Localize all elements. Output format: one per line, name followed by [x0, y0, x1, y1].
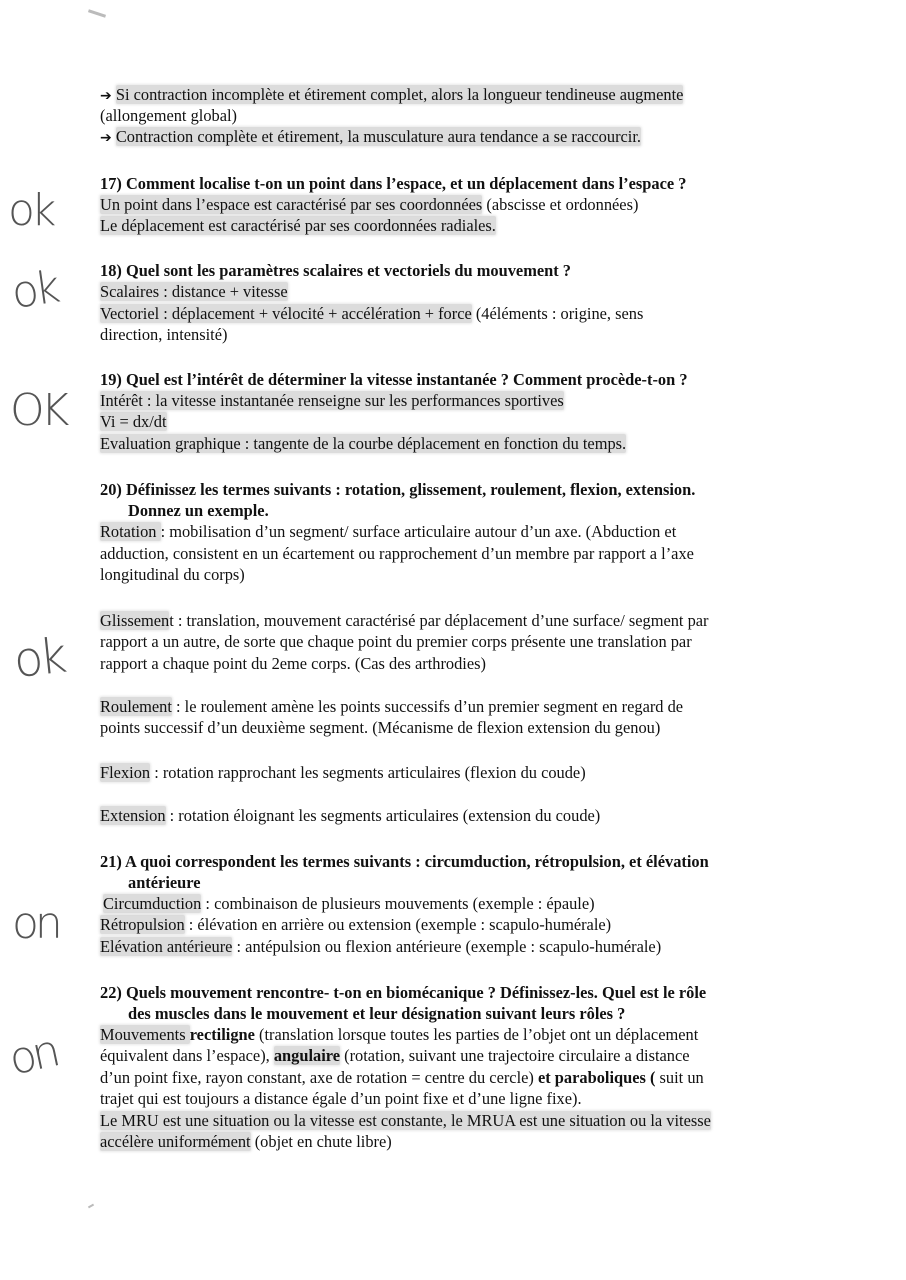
- answer-18-line-3: direction, intensité): [100, 325, 228, 344]
- flexion-line: Flexion : rotation rapprochant les segments articulaires (flexion du coude): [100, 763, 586, 782]
- retropulsion-line: Rétropulsion : élévation en arrière ou extension (exemple : scapulo-humérale): [100, 915, 612, 934]
- answer-22-line-4: trajet qui est toujours a distance égale d’un point fixe et d’une ligne fixe).: [100, 1089, 582, 1108]
- question-21-title-cont: antérieure: [128, 873, 201, 892]
- answer-22-line-6: accélère uniformément (objet en chute libre): [100, 1132, 392, 1151]
- handwritten-mark: OK: [10, 385, 66, 436]
- intro-line-1: ➔ Si contraction incomplète et étirement complet, alors la longueur tendineuse augmente: [100, 85, 684, 104]
- handwritten-mark: ok: [8, 262, 60, 319]
- scan-speck: [88, 9, 106, 17]
- extension-line: Extension : rotation éloignant les segments articulaires (extension du coude): [100, 806, 601, 825]
- circumduction-line: Circumduction : combinaison de plusieurs mouvements (exemple : épaule): [103, 894, 595, 913]
- answer-22-line-1: Mouvements rectiligne (translation lorsque toutes les parties de l’objet ont un déplacement: [100, 1025, 699, 1044]
- intro-line-2: (allongement global): [100, 106, 237, 125]
- arrow-icon: ➔: [100, 130, 112, 146]
- answer-18-line-2: Vectoriel : déplacement + vélocité + accélération + force (4éléments : origine, sens: [100, 304, 644, 323]
- roulement-line-1: Roulement : le roulement amène les points successifs d’un premier segment en regard de: [100, 697, 684, 716]
- rotation-line-3: longitudinal du corps): [100, 565, 245, 584]
- arrow-icon: ➔: [100, 88, 112, 104]
- question-18-title: 18) Quel sont les paramètres scalaires et vectoriels du mouvement ?: [100, 261, 571, 280]
- question-17-title: 17) Comment localise t-on un point dans l’espace, et un déplacement dans l’espace ?: [100, 174, 687, 193]
- answer-19-line-2: Vi = dx/dt: [100, 412, 167, 431]
- rotation-line-2: adduction, consistent en un écartement ou rapprochement d’un membre par rapport a l’axe: [100, 544, 694, 563]
- answer-22-line-3: d’un point fixe, rayon constant, axe de rotation = centre du cercle) et paraboliques ( suit un: [100, 1068, 704, 1087]
- answer-18-line-1: Scalaires : distance + vitesse: [100, 282, 288, 301]
- question-20-title: 20) Définissez les termes suivants : rotation, glissement, roulement, flexion, extension.: [100, 480, 696, 499]
- question-22-title-cont: des muscles dans le mouvement et leur désignation suivant leurs rôles ?: [128, 1004, 626, 1023]
- answer-19-line-1: Intérêt : la vitesse instantanée renseigne sur les performances sportives: [100, 391, 564, 410]
- handwritten-mark: ok: [11, 628, 66, 689]
- question-22-title: 22) Quels mouvement rencontre- t-on en biomécanique ? Définissez-les. Quel est le rôle: [100, 983, 707, 1002]
- elevation-line: Elévation antérieure : antépulsion ou flexion antérieure (exemple : scapulo-humérale): [100, 937, 662, 956]
- handwritten-mark: on: [12, 898, 59, 949]
- question-19-title: 19) Quel est l’intérêt de déterminer la vitesse instantanée ? Comment procède-t-on ?: [100, 370, 688, 389]
- answer-22-line-5: Le MRU est une situation ou la vitesse est constante, le MRUA est une situation ou la vitesse: [100, 1111, 711, 1130]
- question-20-title-cont: Donnez un exemple.: [128, 501, 269, 520]
- scan-speck: [88, 1204, 94, 1209]
- intro-line-3: ➔ Contraction complète et étirement, la musculature aura tendance a se raccourcir.: [100, 127, 642, 146]
- glissement-line-1: Glissement : translation, mouvement caractérisé par déplacement d’une surface/ segment par: [100, 611, 709, 630]
- roulement-line-2: points successif d’un deuxième segment. (Mécanisme de flexion extension du genou): [100, 718, 661, 737]
- answer-17-line-1: Un point dans l’espace est caractérisé par ses coordonnées (abscisse et ordonnées): [100, 195, 639, 214]
- rotation-line-1: Rotation : mobilisation d’un segment/ surface articulaire autour d’un axe. (Abduction et: [100, 522, 677, 541]
- handwritten-mark: ok: [8, 185, 53, 236]
- handwritten-mark: on: [4, 1025, 62, 1086]
- answer-19-line-3: Evaluation graphique : tangente de la courbe déplacement en fonction du temps.: [100, 434, 627, 453]
- answer-17-line-2: Le déplacement est caractérisé par ses coordonnées radiales.: [100, 216, 496, 235]
- glissement-line-3: rapport a chaque point du 2eme corps. (Cas des arthrodies): [100, 654, 486, 673]
- glissement-line-2: rapport a un autre, de sorte que chaque point du premier corps présente une translation par: [100, 632, 692, 651]
- answer-22-line-2: équivalent dans l’espace), angulaire (rotation, suivant une trajectoire circulaire a distance: [100, 1046, 690, 1065]
- question-21-title: 21) A quoi correspondent les termes suivants : circumduction, rétropulsion, et élévation: [100, 852, 709, 871]
